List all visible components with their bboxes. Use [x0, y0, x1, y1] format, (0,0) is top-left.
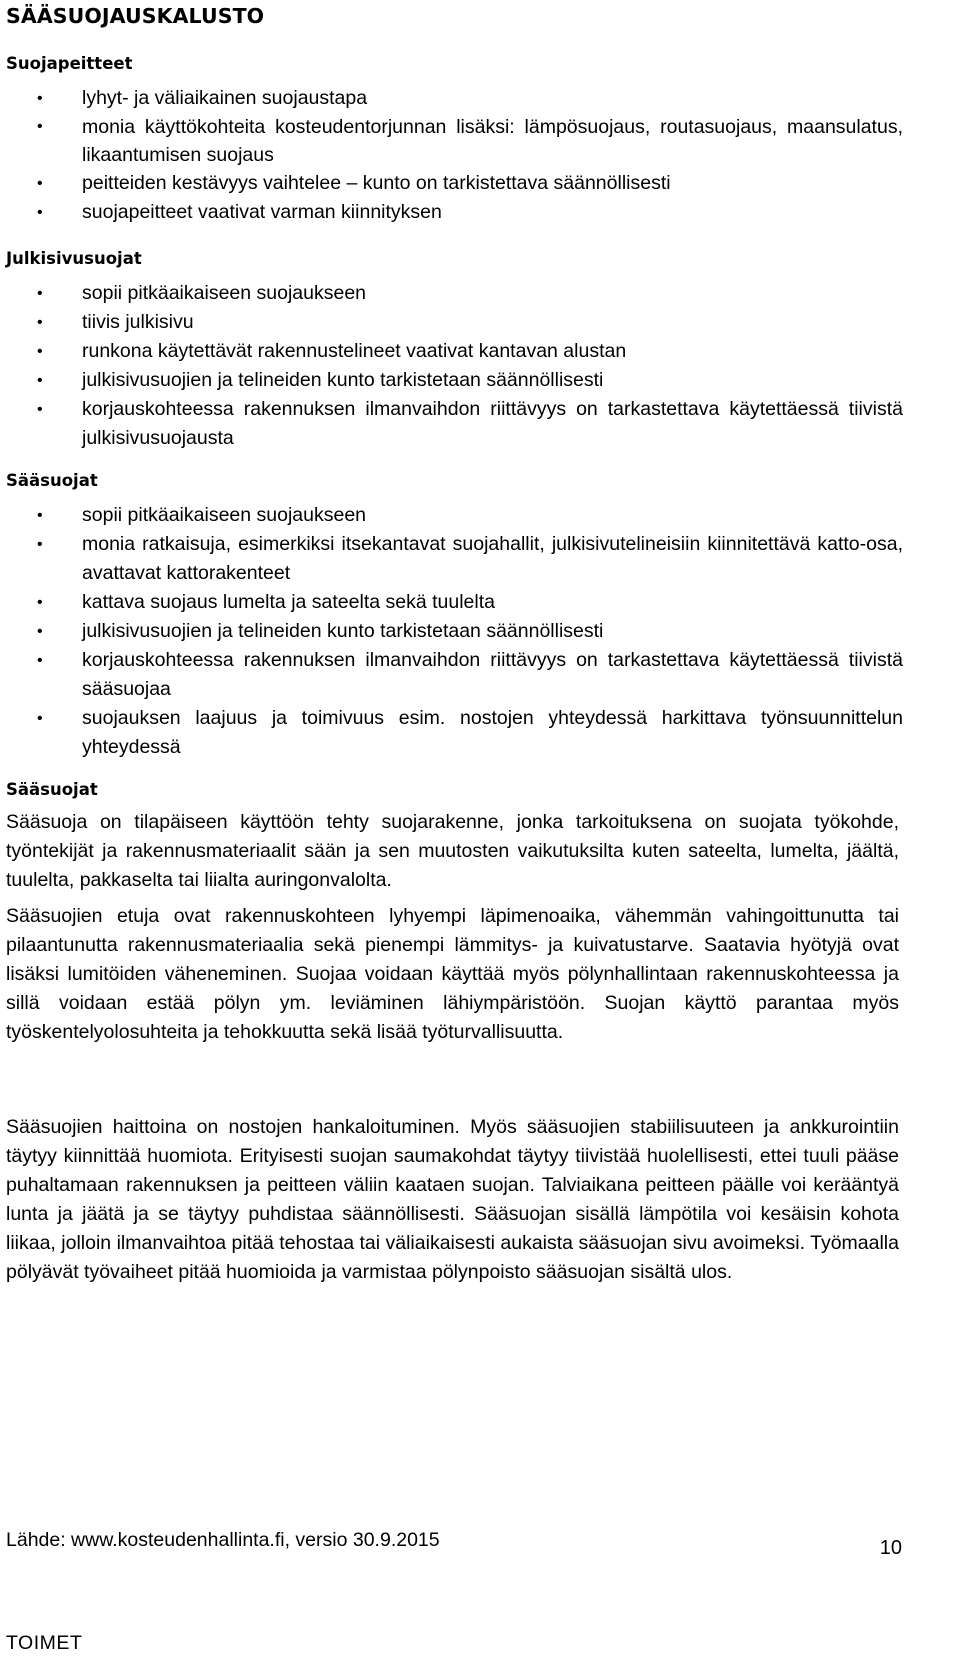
bullet-icon: • [37, 710, 43, 727]
list-item-text: peitteiden kestävyys vaihtelee – kunto on tarkistettava säännöllisesti [82, 172, 671, 195]
section-heading-saasuojat-text: Sääsuojat [6, 780, 98, 799]
list-item [6, 84, 903, 113]
list-item [6, 366, 903, 395]
section-heading-saasuojat-list: Sääsuojat [6, 471, 98, 490]
list-item [6, 337, 903, 366]
section-heading-suojapeitteet: Suojapeitteet [6, 54, 133, 73]
section-saasuojat-text-3 [6, 1113, 903, 1287]
section-julkisivusuojat [6, 279, 903, 453]
paragraph: Sääsuoja on tilapäiseen käyttöön tehty suojarakenne, jonka tarkoituksena on suojata työkohde, työntekijät ja rakennusmateriaalit sään ja sen muutosten vaikutuksilta kuten sateelta, lumelta, jäältä, tuulelta, pakkaselta tai liialta auringonvalolta. [6, 811, 899, 891]
section-saasuojat-text [6, 808, 903, 895]
bullet-icon: • [37, 623, 43, 640]
list-item [6, 617, 903, 646]
list-item-text: suojapeitteet vaativat varman kiinnityksen [82, 201, 442, 224]
list-item-text: korjauskohteessa rakennuksen ilmanvaihdon riittävyys on tarkastettava käytettäessä tiivistä julkisivusuojausta [82, 398, 903, 449]
bullet-icon: • [37, 285, 43, 302]
bullet-list-saasuojat [6, 501, 903, 762]
list-item-text: monia käyttökohteita kosteudentorjunnan lisäksi: lämpösuojaus, routasuojaus, maansulatus, likaantumisen suojaus [82, 116, 903, 167]
bullet-list-julkisivusuojat [6, 279, 903, 453]
section-saasuojat-list [6, 501, 903, 762]
list-item-text: julkisivusuojien ja telineiden kunto tarkistetaan säännöllisesti [82, 369, 604, 391]
list-item-text: korjauskohteessa rakennuksen ilmanvaihdon riittävyys on tarkastettava käytettäessä tiivistä sääsuojaa [82, 649, 903, 700]
bullet-icon: • [37, 343, 43, 360]
list-item [6, 646, 903, 704]
list-item [6, 113, 903, 169]
list-item-text: sopii pitkäaikaiseen suojaukseen [82, 282, 367, 304]
bullet-icon: • [37, 372, 43, 389]
footer-source: Lähde: www.kosteudenhallinta.fi, versio 30.9.2015 [6, 1529, 440, 1551]
bullet-icon: • [37, 652, 43, 669]
list-item-text: lyhyt- ja väliaikainen suojaustapa [82, 87, 368, 109]
list-item-text: sopii pitkäaikaiseen suojaukseen [82, 504, 367, 526]
paragraph: Sääsuojien haittoina on nostojen hankaloituminen. Myös sääsuojien stabiilisuuteen ja ankkurointiin täytyy kiinnittää huomiota. Erityisesti suojan saumakohdat täytyy tiivistää huolellisesti, ettei tuuli pääse puhaltamaan rakennuksen ja peitteen väliin kaataen suojan. Talviaikana peitteen päälle voi kerääntyä lunta ja jäätä ja se täytyy puhdistaa säännöllisesti. Sääsuojan sisällä lämpötila voi kesäisin kohota liikaa, jolloin ilmanvaihtoa pitää tehostaa tai väliaikaisesti aukaista sääsuojan sivu avoimeksi. Työmaalla pölyävät työvaiheet pitää huomioida ja varmistaa pölynpoisto sääsuojan sisältä ulos. [6, 1116, 899, 1283]
bullet-icon: • [37, 118, 43, 135]
paragraph: Sääsuojien etuja ovat rakennuskohteen lyhyempi läpimenoaika, vähemmän vahingoittunutta tai pilaantunutta rakennusmateriaalia sekä pienempi lämmitys- ja kuivatustarve. Saatavia hyötyjä ovat lisäksi lumitöiden väheneminen. Suojaa voidaan käyttää myös pölynhallintaan rakennuskohteessa ja sillä voidaan estää pölyn ym. leviäminen lähiympäristöön. Suojan käyttö parantaa myös työskentelyolosuhteita ja tehokkuutta sekä lisää työturvallisuutta. [6, 905, 899, 1043]
bullet-icon: • [37, 314, 43, 331]
list-item [6, 395, 903, 453]
list-item-text: runkona käytettävät rakennustelineet vaativat kantavan alustan [82, 340, 627, 362]
footer-organization: TOIMET [6, 1632, 83, 1654]
bullet-icon: • [37, 536, 43, 553]
list-item-text: monia ratkaisuja, esimerkiksi itsekantavat suojahallit, julkisivutelineisiin kiinnitettävä katto-osa, avattavat kattorakenteet [82, 533, 903, 584]
bullet-icon: • [37, 175, 43, 193]
bullet-icon: • [37, 90, 43, 107]
document-title: SÄÄSUOJAUSKALUSTO [6, 4, 265, 28]
list-item [6, 169, 903, 198]
bullet-icon: • [37, 507, 43, 524]
list-item-text: kattava suojaus lumelta ja sateelta sekä tuulelta [82, 591, 495, 613]
bullet-icon: • [37, 204, 43, 222]
section-heading-julkisivusuojat: Julkisivusuojat [6, 249, 142, 268]
bullet-list-suojapeitteet [6, 84, 903, 227]
list-item [6, 279, 903, 308]
list-item-text: suojauksen laajuus ja toimivuus esim. nostojen yhteydessä harkittava työnsuunnittelun yhteydessä [82, 707, 903, 758]
list-item-text: julkisivusuojien ja telineiden kunto tarkistetaan säännöllisesti [82, 620, 604, 642]
list-item [6, 308, 903, 337]
list-item [6, 704, 903, 762]
list-item [6, 530, 903, 588]
section-suojapeitteet [6, 84, 903, 227]
list-item [6, 588, 903, 617]
page-number: 10 [879, 1537, 902, 1559]
list-item [6, 198, 903, 227]
list-item-text: tiivis julkisivu [82, 311, 194, 333]
section-saasuojat-text-2 [6, 902, 903, 1047]
bullet-icon: • [37, 401, 43, 418]
list-item [6, 501, 903, 530]
bullet-icon: • [37, 594, 43, 611]
